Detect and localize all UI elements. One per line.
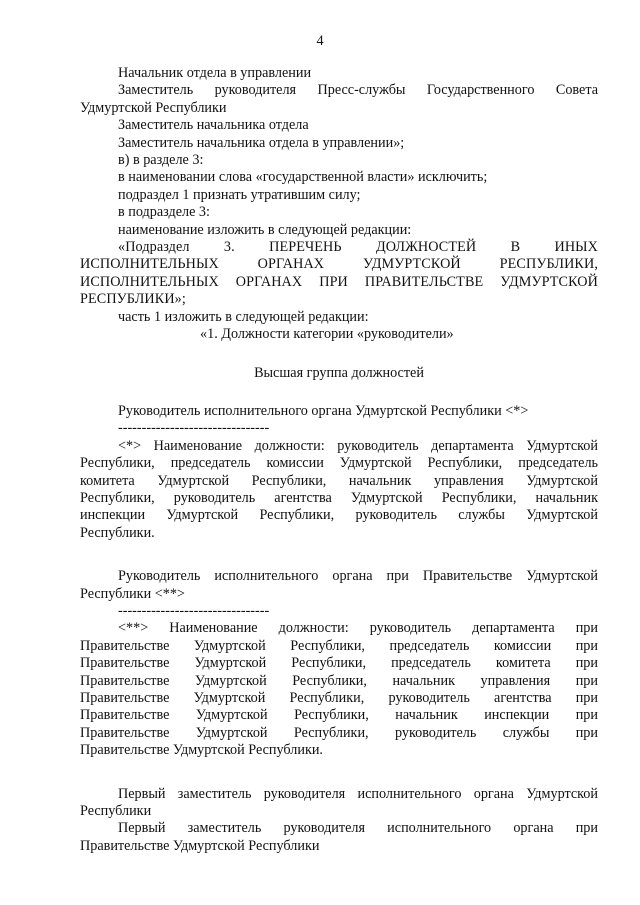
category-title: «1. Должности категории «руководители» xyxy=(200,326,454,343)
footnote-line: <**> Наименование должности: руководитель департамента при xyxy=(118,620,598,637)
subsection-heading-line: ИСПОЛНИТЕЛЬНЫХ ОРГАНАХ ПРИ ПРАВИТЕЛЬСТВЕ УДМУРТСКОЙ xyxy=(80,273,598,290)
footnote-line: Республики, руководитель агентства Удмуртской Республики, начальник xyxy=(80,489,598,506)
footnote-line: Правительстве Удмуртской Республики, председатель комитета при xyxy=(80,655,598,672)
text-line: часть 1 изложить в следующей редакции: xyxy=(118,308,369,325)
footnote-line: Правительстве Удмуртской Республики, председатель комиссии при xyxy=(80,637,598,654)
subsection-heading-line: «Подраздел 3. ПЕРЕЧЕНЬ ДОЛЖНОСТЕЙ В ИНЫХ xyxy=(118,239,598,256)
text-line: в подразделе 3: xyxy=(118,204,210,221)
footnote-line: Правительстве Удмуртской Республики, руководитель службы при xyxy=(80,724,598,741)
footnote-line: Правительстве Удмуртской Республики. xyxy=(80,742,323,759)
position-title: Первый заместитель руководителя исполнительного органа Удмуртской xyxy=(118,785,598,802)
footnote-line: Республики. xyxy=(80,524,155,541)
position-title: Руководитель исполнительного органа Удмуртской Республики <*> xyxy=(118,402,529,419)
text-line: наименование изложить в следующей редакции: xyxy=(118,221,412,238)
footnote-line: Правительстве Удмуртской Республики, руководитель агентства при xyxy=(80,690,598,706)
footnote-line: комитета Удмуртской Республики, начальник управления Удмуртской xyxy=(80,472,598,489)
position-title: Руководитель исполнительного органа при Правительстве Удмуртской xyxy=(118,568,598,585)
subsection-heading-line: РЕСПУБЛИКИ»; xyxy=(80,291,186,308)
footnote-line: <*> Наименование должности: руководитель департамента Удмуртской xyxy=(118,437,598,454)
text-line: в) в разделе 3: xyxy=(118,152,204,169)
footnote-separator: -------------------------------- xyxy=(118,602,270,619)
text-line: в наименовании слова «государственной власти» исключить; xyxy=(118,169,488,186)
position-title: Республики xyxy=(80,803,152,820)
text-line: подраздел 1 признать утратившим силу; xyxy=(118,186,361,203)
subsection-heading-line: ИСПОЛНИТЕЛЬНЫХ ОРГАНАХ УДМУРТСКОЙ РЕСПУБЛИКИ, xyxy=(80,256,598,273)
page-number: 4 xyxy=(316,33,324,49)
footnote-line: Правительстве Удмуртской Республики, начальник инспекции при xyxy=(80,707,598,724)
text-line: Удмуртской Республики xyxy=(80,99,227,116)
position-title: Первый заместитель руководителя исполнительного органа при xyxy=(118,820,598,837)
text-line: Начальник отдела в управлении xyxy=(118,65,312,81)
position-title: Правительстве Удмуртской Республики xyxy=(80,837,320,854)
position-title: Республики <**> xyxy=(80,585,185,602)
group-title: Высшая группа должностей xyxy=(254,364,424,381)
document-body xyxy=(80,65,598,855)
footnote-separator: -------------------------------- xyxy=(118,420,270,437)
text-line: Заместитель руководителя Пресс-службы Государственного Совета xyxy=(118,82,598,99)
footnote-line: Республики, председатель комиссии Удмуртской Республики, председатель xyxy=(80,455,598,472)
footnote-line: инспекции Удмуртской Республики, руководитель службы Удмуртской xyxy=(80,507,598,524)
text-line: Заместитель начальника отдела xyxy=(118,117,309,134)
footnote-line: Правительстве Удмуртской Республики, начальник управления при xyxy=(80,672,598,689)
text-line: Заместитель начальника отдела в управлении»; xyxy=(118,134,405,151)
